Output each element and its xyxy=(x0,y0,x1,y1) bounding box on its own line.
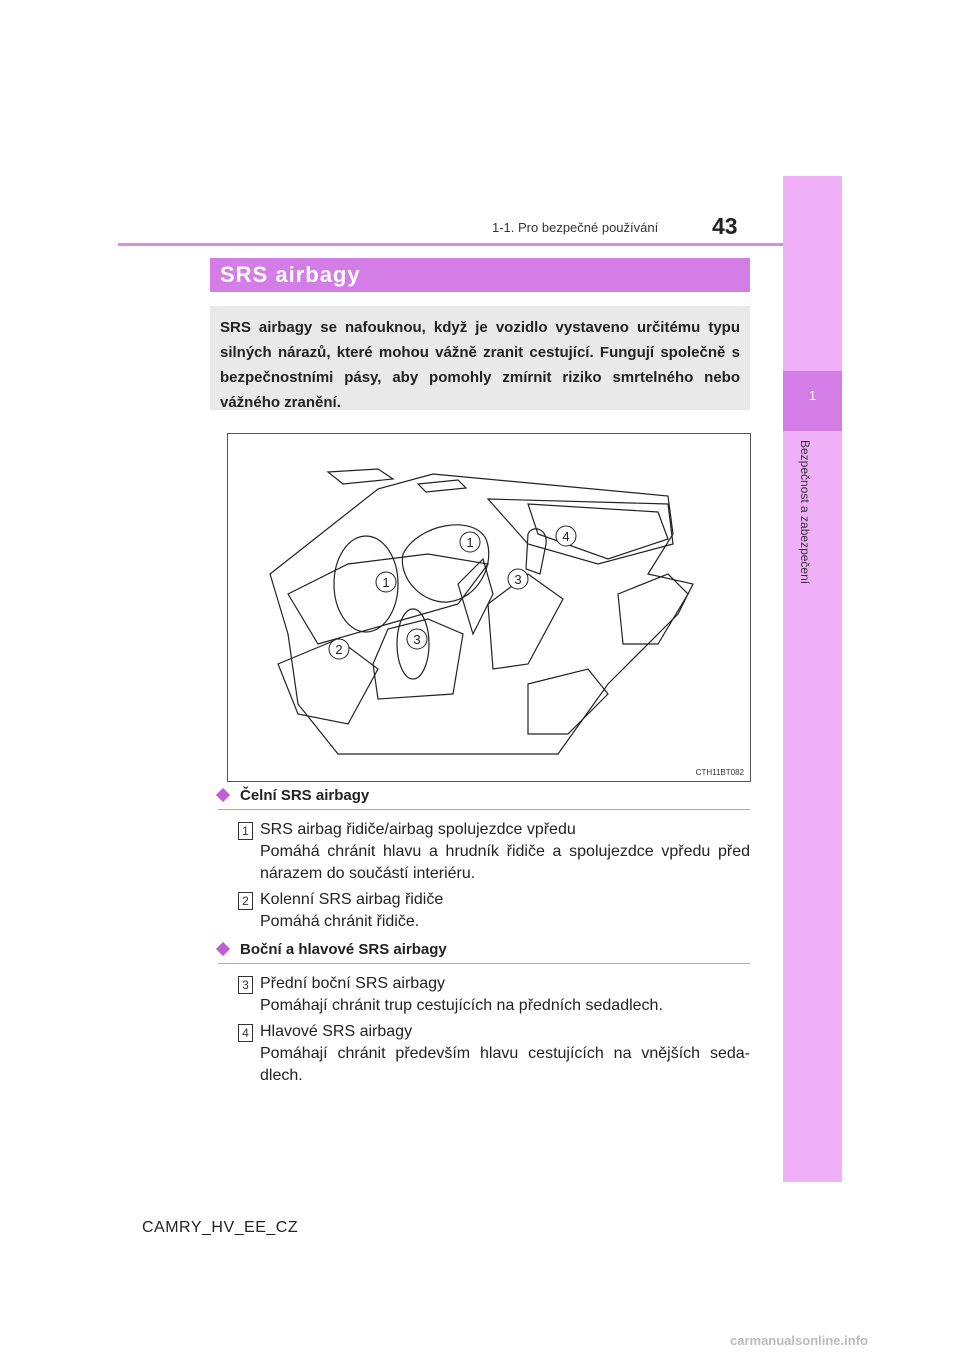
page-title: SRS airbagy xyxy=(220,262,361,287)
section-title: 1-1. Pro bezpečné používání xyxy=(492,220,659,235)
chapter-label: Bezpečnost a zabezpečení xyxy=(798,440,812,585)
page-number: 43 xyxy=(712,213,738,239)
svg-text:2: 2 xyxy=(335,642,343,657)
page-title-bar xyxy=(210,258,750,292)
callout-3a xyxy=(407,629,427,649)
subheading-side-curtain: Boční a hlavové SRS airbagy xyxy=(218,941,750,964)
subheading-frontal: Čelní SRS airbagy xyxy=(218,787,750,810)
callout-1a xyxy=(460,532,480,552)
intro-text: SRS airbagy se nafouknou, když je vozidlo vystaveno určitému typu silných nárazů, které mohou vážně zranit cestující. Fungují společně s bezpečnostními pásy, aby pomohly zmírnit riziko smrtelného nebo vážného zranění. xyxy=(220,319,740,411)
chapter-number: 1 xyxy=(808,388,817,403)
document-footer: CAMRY_HV_EE_CZ xyxy=(142,1219,299,1236)
callout-1b xyxy=(376,572,396,592)
svg-text:1: 1 xyxy=(466,535,474,550)
watermark: carmanualsonline.info xyxy=(730,1333,868,1348)
chapter-side-tab xyxy=(783,176,842,1182)
diamond-bullet-icon xyxy=(216,788,230,802)
callout-4 xyxy=(556,526,576,546)
svg-text:4: 4 xyxy=(562,529,570,544)
callout-2 xyxy=(329,639,349,659)
svg-text:3: 3 xyxy=(413,632,421,647)
airbag-illustration xyxy=(227,433,751,782)
svg-text:3: 3 xyxy=(514,572,522,587)
header-rule xyxy=(118,243,783,246)
callout-3b xyxy=(508,569,528,589)
figure-code: CTH11BT082 xyxy=(695,768,744,777)
svg-text:1: 1 xyxy=(382,575,390,590)
car-interior-drawing xyxy=(228,434,750,781)
intro-box xyxy=(210,306,750,410)
diamond-bullet-icon xyxy=(216,942,230,956)
